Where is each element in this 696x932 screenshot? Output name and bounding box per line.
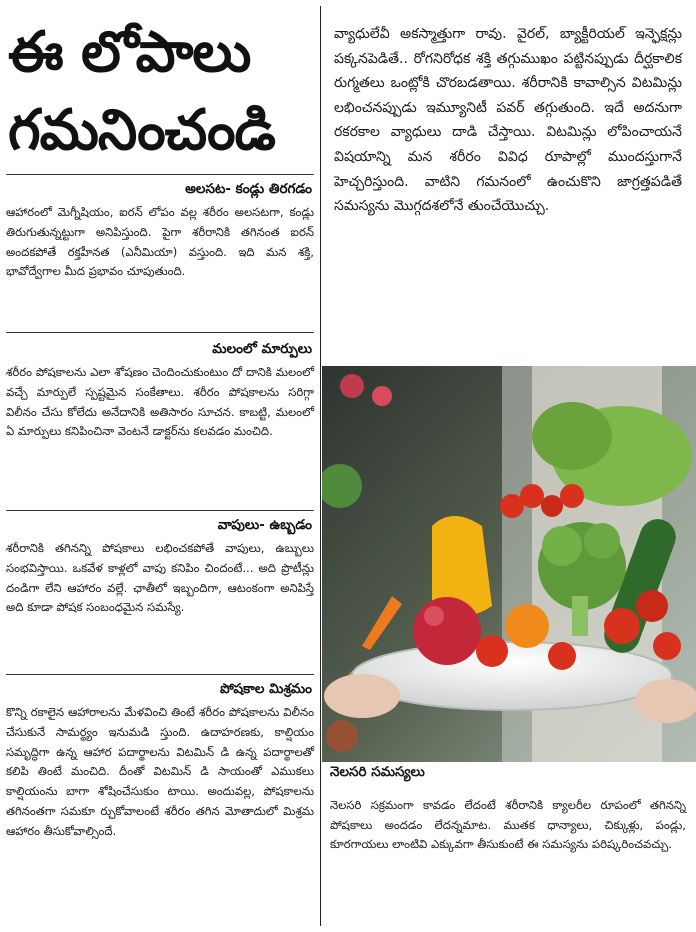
vegetable-bowl-photo xyxy=(322,366,696,762)
left-column xyxy=(0,0,322,932)
column-rule xyxy=(320,6,321,926)
section-heading: వాపులు- ఉబ్బడం xyxy=(217,517,312,533)
section-heading: పోషకాల మిశ్రమం xyxy=(219,681,312,697)
section-swelling xyxy=(6,516,314,618)
section-divider xyxy=(6,332,314,333)
section-heading: మలంలో మార్పులు xyxy=(212,341,312,357)
box-body: నెలసరి సక్రమంగా కావడం లేదంటే శరీరానికి క్యాలరీల రూపంలో తగినన్ని పోషకాలు అందడం లేదన్నమాట. ముతక ధాన్యాలు, చిక్కుళ్లు, పండ్లు, కూరగాయలు లాంటివి ఎక్కువగా తీసుకుంటే ఈ సమస్యను పరిష్కరించవచ్చు. xyxy=(330,798,686,852)
menstrual-problems-box xyxy=(330,762,686,855)
section-body: శరీరం పోషకాలను ఎలా శోషణం చెందించుకుంటుం దో దానికి మలంలో వచ్చే మార్పులే స్పష్టమైన సంకేతాలు. శరీరం పోషకాలను సరిగ్గా విలీనం చేసు కోలేదు అనేదానికి అతిసారం సూచన. కాబట్టి, మలంలో ఏ మార్పులు కనిపించినా వెంటనే డాక్టర్‌ను కలవడం మంచిది. xyxy=(6,365,314,439)
section-divider xyxy=(6,510,314,511)
vegetable-bowl-illustration xyxy=(322,366,696,762)
section-body: కొన్ని రకాలైన ఆహారాలను మేళవించి తింటే శరీరం పోషకాలను విలీనం చేసుకునే సామర్థ్యం ఇనుమడి స్తుంది. ఉదాహరణకు, కాల్షియం సమృద్ధిగా ఉన్న ఆహార పదార్థాలను విటమిన్ డి ఉన్న పదార్థాలతో కలిపి తింటే మంచిది. దీంతో విటమిన్ డి సాయంతో ఎముకలు కాల్షియంను బాగా శోషించేసుకుం టాయి. అందువల్ల, పోషకాలను తగినంతగా సమకూ ర్చుకోవాలంటే శరీరం తగిన మోతాదులో మిశ్రమ ఆహారం తీసుకోవాల్సిందే. xyxy=(6,705,314,838)
section-heading: అలసట- కండ్లు తిరగడం xyxy=(185,181,312,197)
section-body: ఆహారంలో మెగ్నీషియం, ఐరన్ లోపం వల్ల శరీరం అలసటగా, కండ్లు తిరుగుతున్నట్టుగా అనిపిస్తుంది. పైగా శరీరానికి తగినంత ఐరన్ అందకపోతే రక్తహీనత (ఎనీమియా) వస్తుంది. ఇది మన శక్తి, భావోద్వేగాల మీద ప్రభావం చూపుతుంది. xyxy=(6,205,314,279)
section-fatigue xyxy=(6,180,314,282)
section-divider xyxy=(6,174,314,175)
right-column xyxy=(322,0,696,932)
headline xyxy=(8,14,320,170)
section-nutrient-mix xyxy=(6,680,314,842)
box-heading: నెలసరి సమస్యలు xyxy=(330,764,425,780)
section-stool-changes xyxy=(6,340,314,442)
section-divider xyxy=(6,674,314,675)
section-body: శరీరానికి తగినన్ని పోషకాలు లభించకపోతే వాపులు, ఉబ్బులు సంభవిస్తాయి. ఒకవేళ కాళ్లలో వాపు కనిపిం చిందంటే... అది ప్రొటీన్లు దండిగా లేని ఆహారం వల్లే. ఛాతీలో ఇబ్బందిగా, ఆటంకంగా అనిపిస్తే అది కూడా పోషక సంబంధమైన సమస్యే. xyxy=(6,541,314,615)
intro-paragraph: వ్యాధులేవీ అకస్మాత్తుగా రావు. వైరల్, బ్యాక్టీరియల్ ఇన్ఫెక్షన్లు పక్కనపెడితే.. రోగనిరోధక శక్తి తగ్గుముఖం పట్టినప్పుడు దీర్ఘకాలిక రుగ్మతలు ఒంట్లోకి చొరబడతాయి. శరీరానికి కావాల్సిన విటమిన్లు లభించనప్పుడు ఇమ్యూనిటీ పవర్ తగ్గుతుంది. ఇదే అదనుగా రకరకాల వ్యాధులు దాడి చేస్తాయి. విటమిన్లు లోపించాయనే విషయాన్ని మన శరీరం వివిధ రూపాల్లో ముందస్తుగానే హెచ్చరిస్తుంది. వాటిని గమనంలో ఉంచుకొని జాగ్రత్తపడితే సమస్యను మొగ్గదశలోనే తుంచేయొచ్చు. xyxy=(334,26,682,215)
headline-line-1: ఈ లోపాలు xyxy=(8,20,251,85)
headline-line-2: గమనించండి xyxy=(8,98,275,163)
